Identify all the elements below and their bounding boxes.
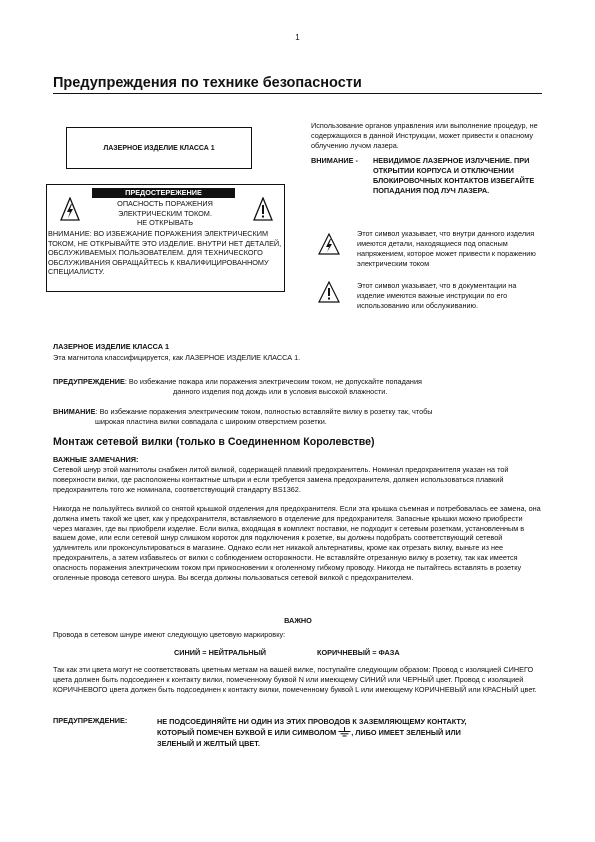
caution-box: [46, 184, 285, 292]
final-warning-text-part: , ЛИБО ИМЕЕТ ЗЕЛЕНЫЙ ИЛИ ЗЕЛЕНЫЙ И ЖЕЛТЫЙ ЦВЕТ.: [157, 728, 461, 748]
invisible-laser-label: ВНИМАНИЕ -: [311, 156, 358, 165]
laser-section-heading: ЛАЗЕРНОЕ ИЗДЕЛИЕ КЛАССА 1: [53, 342, 170, 351]
final-warning-text-part: НЕ ПОДСОЕДИНЯЙТЕ НИ ОДИН ИЗ ЭТИХ ПРОВОДОВ К ЗАЗЕМЛЯЮЩЕМУ КОНТАКТУ, КОТОРЫЙ ПОМЕЧЕН БУКВОЙ Е ИЛИ СИМВОЛОМ: [157, 717, 467, 737]
final-warning-label: ПРЕДУПРЕЖДЕНИЕ:: [53, 716, 128, 725]
exclamation-symbol-icon: [318, 281, 340, 303]
lightning-warning-icon: [60, 197, 80, 221]
caution-header: ПРЕДОСТЕРЕЖЕНИЕ: [92, 188, 235, 198]
warning-fire-line: : Во избежание пожара или поражения электрическим током, не допускайте попадания: [124, 377, 422, 386]
invisible-laser-text: НЕВИДИМОЕ ЛАЗЕРНОЕ ИЗЛУЧЕНИЕ. ПРИ ОТКРЫТИИ КОРПУСА И ОТКЛЮЧЕНИИ БЛОКИРОВОЧНЫХ КОНТАКТОВ ИЗБЕГАЙТЕ ПОПАДАНИЯ ПОД ЛУЧ ЛАЗЕРА.: [373, 156, 535, 195]
important-notes-heading: ВАЖНЫЕ ЗАМЕЧАНИЯ:: [53, 455, 139, 464]
caution-subtitle-line: ЭЛЕКТРИЧЕСКИМ ТОКОМ.: [118, 208, 212, 218]
attention-plug-label: ВНИМАНИЕ: [53, 407, 96, 416]
plug-section-heading: Монтаж сетевой вилки (только в Соединенном Королевстве): [53, 436, 375, 448]
fuse-paragraph: Сетевой шнур этой магнитолы снабжен литой вилкой, содержащей плавкий предохранитель. Номинал предохранителя указан на той поверхности вилки, где расположены контактные штыри и если требуется замена предохранителя, должен использоваться плавкий предохранитель того же номинала, соответствующий стандарту BS1362.: [53, 465, 509, 494]
caution-subtitle-line: ОПАСНОСТЬ ПОРАЖЕНИЯ: [117, 199, 213, 208]
important-label: ВАЖНО: [284, 616, 312, 625]
laser-class-label: ЛАЗЕРНОЕ ИЗДЕЛИЕ КЛАССА 1: [103, 144, 215, 152]
caution-subtitle: [97, 199, 233, 228]
warning-fire-line: данного изделия под дождь или в условия высокой влажности.: [173, 386, 388, 396]
exclamation-symbol-text: Этот символ указывает, что в документации на изделие имеются важные инструкции по его использованию или обслуживанию.: [357, 281, 517, 310]
laser-section-text: Эта магнитола классифицируется, как ЛАЗЕРНОЕ ИЗДЕЛИЕ КЛАССА 1.: [53, 353, 301, 362]
attention-plug-line: широкая пластина вилки совпадала с широким отверстием розетки.: [95, 416, 327, 426]
page-title: Предупреждения по технике безопасности: [53, 75, 362, 91]
warning-fire-paragraph: [53, 377, 543, 397]
laser-class-box: [66, 127, 252, 169]
lightning-symbol-text: Этот символ указывает, что внутри данного изделия имеются детали, находящиеся под опасным напряжением, которое может привести к поражению электрическим током: [357, 229, 536, 268]
brown-phase-label: КОРИЧНЕВЫЙ = ФАЗА: [317, 648, 400, 657]
wire-connection-paragraph: Так как эти цвета могут не соответствовать цветным меткам на вашей вилке, поступайте следующим образом: Провод с изоляцией СИНЕГО цвета должен быть подсоединен к контакту вилки, помеченному буквой N или имеющему СИНИЙ или ЧЕРНЫЙ цвет. Провод с изоляцией КОРИЧНЕВОГО цвета должен быть подсоединен к контакту вилки, помеченному буквой L или имеющему КОРИЧНЕВЫЙ или КРАСНЫЙ цвет.: [53, 665, 537, 694]
lightning-symbol-icon: [318, 233, 340, 255]
caution-subtitle-line: НЕ ОТКРЫВАТЬ: [136, 218, 194, 227]
wire-colors-intro: Провода в сетевом шнуре имеют следующую цветовую маркировку:: [53, 630, 286, 639]
page-number: 1: [295, 33, 300, 42]
attention-plug-paragraph: [53, 407, 543, 427]
exclamation-warning-icon: [253, 197, 273, 221]
title-rule: [53, 93, 542, 94]
attention-plug-line: : Во избежание поражения электрическим током, полностью вставляйте вилку в розетку так, чтобы: [95, 407, 433, 416]
plug-cover-paragraph: Никогда не пользуйтесь вилкой со снятой крышкой отделения для предохранителя. Если эта крышка съемная и потребовалась ее замена, она должна иметь такой же цвет, как у предохранителя, вставляемого в отделение для предохранителя. Запасные крышки можно приобрести через магазин, где вы приобрели изделие. Если вилка, входящая в комплект поставки, не подходит к сетевым розеткам, установленным в вашем доме, или если сетевой шнур слишком короток для подключения к розетке, вы должны подобрать соответствующий сетевой удлинитель или проконсультироваться в магазине. Однако если нет никакой альтернативы, кроме как отрезать вилку, выньте из нее предохранитель, а затем избавьтесь от вилки с соблюдением осторожности. Не вставляйте отрезанную вилку в розетку, так как имеется опасность поражения электрическим током при прикосновении к оголенному гибкому проводу. Никогда не пытайтесь вставлять в розетку оголенные провода сетевого шнура. Вы всегда должны пользоваться сетевой вилкой с предохранителем.: [53, 504, 541, 582]
caution-body: ВНИМАНИЕ: ВО ИЗБЕЖАНИЕ ПОРАЖЕНИЯ ЭЛЕКТРИЧЕСКИМ ТОКОМ, НЕ ОТКРЫВАЙТЕ ЭТО ИЗДЕЛИЕ. ВНУТРИ НЕТ ДЕТАЛЕЙ, ОБСЛУЖИВАЕМЫХ ПОЛЬЗОВАТЕЛЕМ. ДЛЯ ТЕХНИЧЕСКОГО ОБСЛУЖИВАНИЯ ОБРАЩАЙТЕСЬ К КВАЛИФИЦИРОВАННОМУ СПЕЦИАЛИСТУ.: [48, 229, 282, 277]
controls-warning-text: Использование органов управления или выполнение процедур, не содержащихся в данной Инструкции, может привести к опасному облучению лучом лазера.: [311, 121, 538, 150]
ground-symbol-icon: [338, 727, 351, 737]
final-warning-text: [157, 716, 495, 749]
warning-fire-label: ПРЕДУПРЕЖДЕНИЕ: [53, 377, 125, 386]
blue-neutral-label: СИНИЙ = НЕЙТРАЛЬНЫЙ: [174, 648, 267, 657]
